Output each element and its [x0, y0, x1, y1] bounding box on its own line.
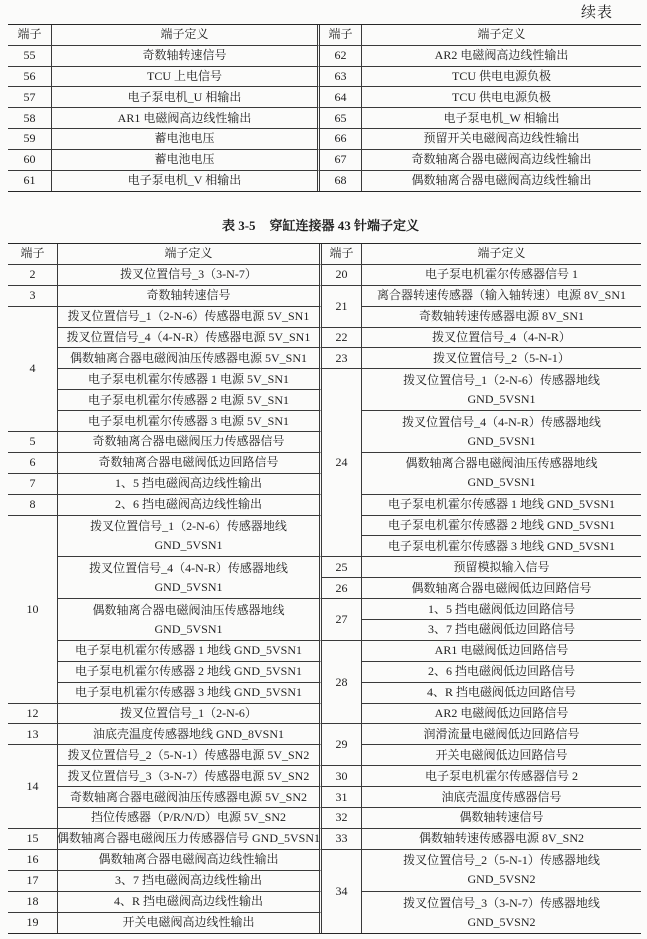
pin-number: 19 — [8, 913, 58, 934]
pin-definition: 开关电磁阀低边回路信号 — [362, 745, 641, 766]
pin-definition: TCU 供电电源负极 — [362, 67, 641, 88]
pin-definition: 拨叉位置信号_3（3-N-7）传感器地线 GND_5VSN2 — [403, 895, 600, 929]
pin-number: 33 — [322, 829, 362, 850]
pin-definition: 电子泵电机_W 相输出 — [362, 108, 641, 129]
pin-number: 30 — [322, 766, 362, 787]
pin-definition: AR1 电磁阀高边线性输出 — [52, 108, 320, 129]
pin-definition: 奇数轴离合器电磁阀低边回路信号 — [58, 453, 322, 474]
pin-definition: 2、6 挡电磁阀低边回路信号 — [362, 662, 641, 683]
pin-number: 14 — [8, 745, 58, 829]
pin-number: 26 — [322, 578, 362, 599]
pin-definition: AR2 电磁阀低边回路信号 — [362, 704, 641, 725]
pin-definition: 电子泵电机霍尔传感器信号 1 — [362, 265, 641, 286]
pin-definition: 偶数轴离合器电磁阀高边线性输出 — [411, 173, 592, 188]
pin-definition: 偶数轴转速传感器电源 8V_SN2 — [362, 829, 641, 850]
pin-number: 59 — [8, 129, 52, 150]
pin-definition: 拨叉位置信号_1（2-N-6）传感器地线 GND_5VSN1 — [58, 516, 322, 558]
pin-number: 22 — [322, 328, 362, 349]
pin-definition: 电子泵电机霍尔传感器 1 电源 5V_SN1 — [58, 369, 322, 390]
table-number: 表 3-5 — [221, 218, 256, 233]
pin-definition: 拨叉位置信号_4（4-N-R） — [362, 328, 641, 349]
pin-definition: 电子泵电机霍尔传感器信号 2 — [362, 766, 641, 787]
pin-number: 27 — [322, 599, 362, 641]
pin-definition: TCU 上电信号 — [52, 67, 320, 88]
pin-definition: 4、R 挡电磁阀低边回路信号 — [362, 683, 641, 704]
pin-definition: 预留开关电磁阀高边线性输出 — [362, 129, 641, 150]
pin-definition: 电子泵电机_U 相输出 — [52, 87, 320, 108]
pin-definition: 偶数轴离合器电磁阀油压传感器地线 GND_5VSN1 — [58, 599, 322, 641]
pin-definition: AR1 电磁阀低边回路信号 — [362, 641, 641, 662]
header-definition: 端子定义 — [52, 25, 320, 46]
pin-definition: 电子泵电机霍尔传感器 2 地线 GND_5VSN1 — [58, 662, 322, 683]
pin-number: 63 — [320, 67, 362, 88]
header-definition: 端子定义 — [362, 244, 641, 265]
pin-definition: 奇数轴转速信号 — [58, 286, 322, 307]
pin-definition: 奇数轴离合器电磁阀油压传感器电源 5V_SN2 — [58, 787, 322, 808]
pin-number: 62 — [320, 46, 362, 67]
pin-definition: TCU 供电电源负极 — [362, 87, 641, 108]
pin-definition: 电子泵电机霍尔传感器 1 地线 GND_5VSN1 — [362, 495, 641, 516]
pin-definition: 电子泵电机霍尔传感器 1 地线 GND_5VSN1 — [58, 641, 322, 662]
pin-number: 56 — [8, 67, 52, 88]
pin-number: 21 — [322, 286, 362, 328]
pin-definition: 偶数轴离合器电磁阀油压传感器电源 5V_SN1 — [58, 348, 322, 369]
pin-definition: 奇数轴离合器电磁阀高边线性输出 — [362, 150, 641, 171]
header-pin: 端子 — [322, 244, 362, 265]
pin-definition: 奇数轴离合器电磁阀压力传感器信号 — [58, 432, 322, 453]
pin-number: 68 — [320, 171, 362, 192]
pin-definition-table-continued — [8, 24, 641, 192]
pin-definition: 挡位传感器（P/R/N/D）电源 5V_SN2 — [58, 808, 322, 829]
pin-number: 20 — [322, 265, 362, 286]
pin-definition: 开关电磁阀高边线性输出 — [58, 913, 322, 934]
pin-number: 55 — [8, 46, 52, 67]
pin-definition: 拨叉位置信号_2（5-N-1）传感器电源 5V_SN2 — [58, 745, 322, 766]
pin-number: 13 — [8, 724, 58, 745]
pin-definition: 电子泵电机霍尔传感器 3 地线 GND_5VSN1 — [58, 683, 322, 704]
pin-number: 66 — [320, 129, 362, 150]
pin-definition: 3、7 挡电磁阀高边线性输出 — [58, 871, 322, 892]
pin-definition: 偶数轴离合器电磁阀低边回路信号 — [362, 578, 641, 599]
pin-number: 18 — [8, 892, 58, 913]
pin-definition: 拨叉位置信号_1（2-N-6） — [58, 704, 322, 725]
pin-number: 29 — [322, 724, 362, 766]
pin-definition: 奇数轴转速信号 — [52, 46, 320, 67]
pin-definition: 蓄电池电压 — [52, 150, 320, 171]
continued-table-label: 续表 — [580, 5, 613, 21]
header-pin: 端子 — [320, 25, 362, 46]
pin-number: 58 — [8, 108, 52, 129]
pin-definition: 离合器转速传感器（输入轴转速）电源 8V_SN1 — [362, 286, 641, 307]
table-caption — [0, 217, 641, 235]
pin-number: 32 — [322, 808, 362, 829]
pin-number: 64 — [320, 87, 362, 108]
pin-definition: 偶数轴离合器电磁阀高边线性输出 — [58, 850, 322, 871]
pin-definition: 偶数轴离合器电磁阀压力传感器信号 GND_5VSN1 — [58, 829, 322, 850]
pin-definition: 拨叉位置信号_2（5-N-1） — [362, 348, 641, 369]
pin-definition: 拨叉位置信号_1（2-N-6）传感器地线 GND_5VSN1 — [362, 369, 641, 411]
pin-definition: 1、5 挡电磁阀高边线性输出 — [58, 474, 322, 495]
pin-definition: 蓄电池电压 — [52, 129, 320, 150]
pin-definition: 油底壳温度传感器地线 GND_8VSN1 — [58, 724, 322, 745]
pin-number: 8 — [8, 495, 58, 516]
header-pin: 端子 — [8, 244, 58, 265]
pin-number: 7 — [8, 474, 58, 495]
header-definition: 端子定义 — [58, 244, 322, 265]
pin-number: 15 — [8, 829, 58, 850]
pin-number: 61 — [8, 171, 52, 192]
pin-number: 16 — [8, 850, 58, 871]
pin-number: 60 — [8, 150, 52, 171]
header-pin: 端子 — [8, 25, 52, 46]
pin-number: 12 — [8, 704, 58, 725]
pin-definition: 预留模拟输入信号 — [362, 557, 641, 578]
pin-number: 3 — [8, 286, 58, 307]
pin-definition: 拨叉位置信号_4（4-N-R）传感器地线 GND_5VSN1 — [362, 411, 641, 453]
pin-definition: 电子泵电机_V 相输出 — [52, 171, 320, 192]
pin-definition: 奇数轴转速传感器电源 8V_SN1 — [362, 307, 641, 328]
pin-number: 67 — [320, 150, 362, 171]
pin-definition: 1、5 挡电磁阀低边回路信号 — [362, 599, 641, 620]
pin-definition: 拨叉位置信号_2（5-N-1）传感器地线 GND_5VSN2 — [362, 850, 641, 892]
pin-number: 5 — [8, 432, 58, 453]
pin-definition: 润滑流量电磁阀低边回路信号 — [362, 724, 641, 745]
pin-definition: 电子泵电机霍尔传感器 2 地线 GND_5VSN1 — [362, 516, 641, 537]
pin-definition: 拨叉位置信号_3（3-N-7）传感器电源 5V_SN2 — [58, 766, 322, 787]
pin-number: 25 — [322, 557, 362, 578]
pin-number: 24 — [322, 369, 362, 557]
pin-definition: 电子泵电机霍尔传感器 3 地线 GND_5VSN1 — [362, 536, 641, 557]
pin-definition: 偶数轴离合器电磁阀油压传感器地线 GND_5VSN1 — [362, 453, 641, 495]
pin-number: 2 — [8, 265, 58, 286]
pin-number: 34 — [322, 850, 362, 934]
pin-definition: 拨叉位置信号_1（2-N-6）传感器电源 5V_SN1 — [58, 307, 322, 328]
pin-definition: 2、6 挡电磁阀高边线性输出 — [58, 495, 322, 516]
pin-number: 17 — [8, 871, 58, 892]
pin-number: 28 — [322, 641, 362, 725]
pin-number: 6 — [8, 453, 58, 474]
pin-definition: 电子泵电机霍尔传感器 2 电源 5V_SN1 — [58, 390, 322, 411]
pin-definition: AR2 电磁阀高边线性输出 — [362, 46, 641, 67]
pin-definition: 拨叉位置信号_4（4-N-R）传感器地线 GND_5VSN1 — [58, 557, 322, 599]
header-definition: 端子定义 — [362, 25, 641, 46]
pin-number: 65 — [320, 108, 362, 129]
pin-definition: 3、7 挡电磁阀低边回路信号 — [362, 620, 641, 641]
pin-number: 10 — [8, 516, 58, 704]
pin-definition: 电子泵电机霍尔传感器 3 电源 5V_SN1 — [58, 411, 322, 432]
pin-number: 57 — [8, 87, 52, 108]
pin-definition-table-3-5 — [8, 243, 641, 934]
pin-definition: 油底壳温度传感器信号 — [362, 787, 641, 808]
pin-definition: 拨叉位置信号_3（3-N-7） — [58, 265, 322, 286]
pin-number: 4 — [8, 307, 58, 432]
pin-definition: 偶数轴转速信号 — [362, 808, 641, 829]
pin-definition: 4、R 挡电磁阀高边线性输出 — [58, 892, 322, 913]
pin-number: 31 — [322, 787, 362, 808]
table-title: 穿缸连接器 43 针端子定义 — [269, 218, 420, 233]
pin-definition: 拨叉位置信号_4（4-N-R）传感器电源 5V_SN1 — [58, 328, 322, 349]
pin-number: 23 — [322, 348, 362, 369]
